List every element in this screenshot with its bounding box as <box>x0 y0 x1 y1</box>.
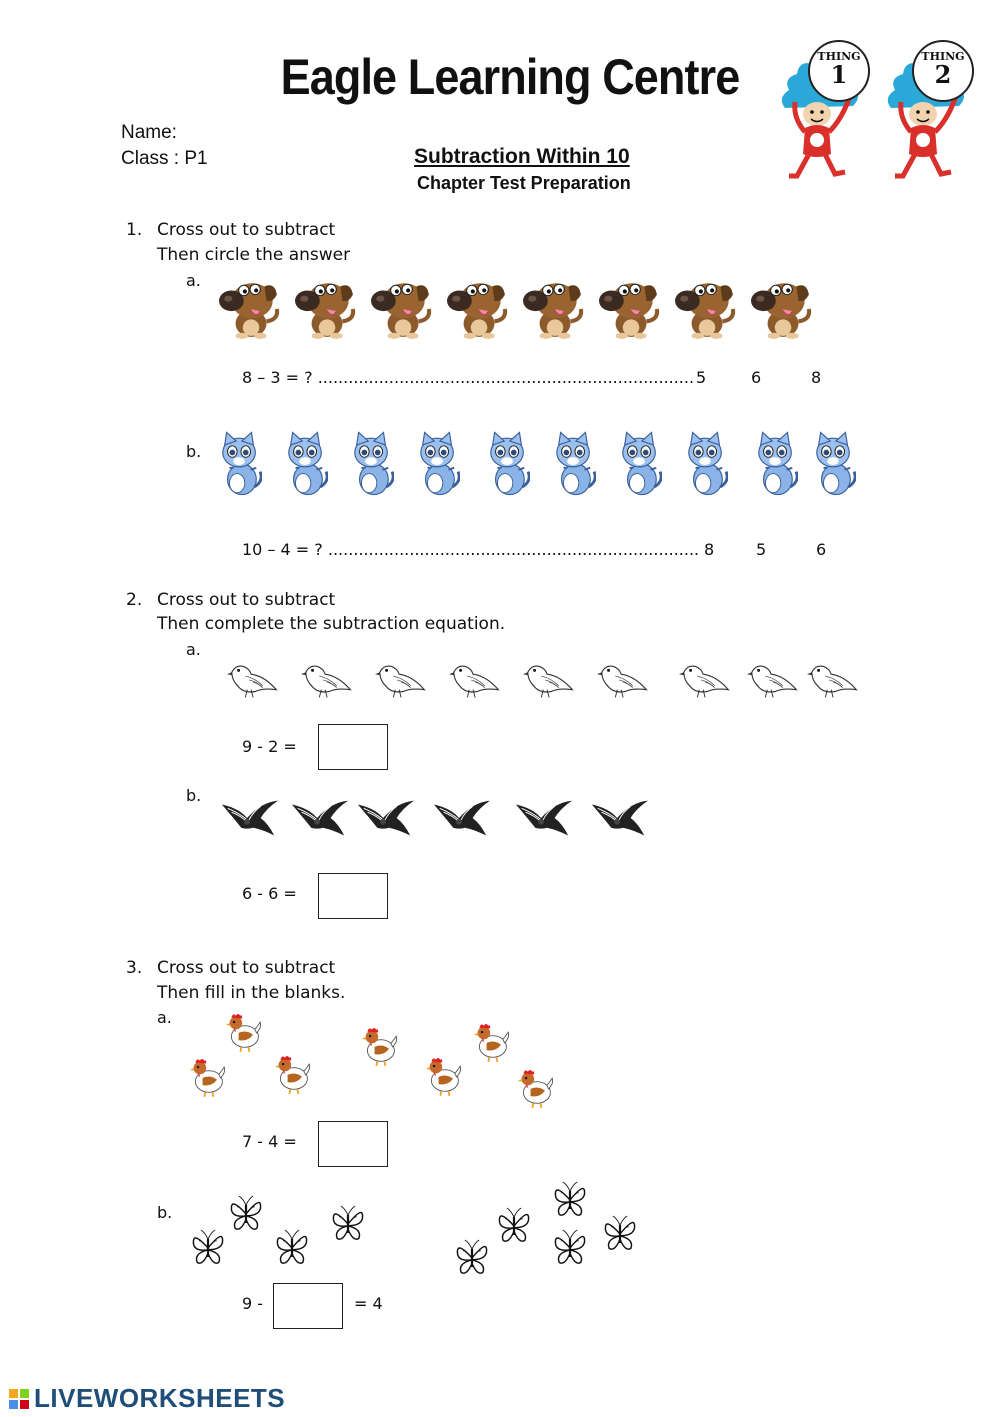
q1a-option-1[interactable]: 5 <box>696 368 707 387</box>
q3-instruction-1: Cross out to subtract <box>157 958 336 978</box>
q1a-option-2[interactable]: 6 <box>751 368 762 387</box>
butterfly-icon[interactable] <box>602 1214 638 1254</box>
liveworksheets-brand-text: LIVEWORKSHEETS <box>34 1383 286 1413</box>
q2-instruction-2: Then complete the subtraction equation. <box>157 614 506 634</box>
butterfly-icon[interactable] <box>454 1238 490 1278</box>
q2-number: 2. <box>126 590 143 610</box>
sparrow-icon[interactable] <box>448 660 506 700</box>
q2a-picture-row <box>226 660 864 700</box>
dog-icon[interactable] <box>522 276 586 340</box>
q2b-equation: 6 - 6 = <box>242 884 297 903</box>
butterfly-icon[interactable] <box>552 1180 588 1220</box>
dog-icon[interactable] <box>598 276 662 340</box>
cat-icon[interactable] <box>284 430 328 498</box>
q3a-answer-box[interactable] <box>318 1121 388 1167</box>
thing-one-badge-number: 1 <box>830 60 848 89</box>
q3-instruction-2: Then fill in the blanks. <box>157 983 346 1003</box>
butterfly-icon[interactable] <box>190 1228 226 1268</box>
hen-icon[interactable] <box>190 1055 226 1099</box>
q2b-picture-row <box>218 798 650 838</box>
q1b-picture-row <box>218 430 856 498</box>
worksheet-subtitle-secondary: Chapter Test Preparation <box>417 173 631 193</box>
swallow-icon[interactable] <box>218 798 280 838</box>
cat-icon[interactable] <box>218 430 262 498</box>
hen-icon[interactable] <box>226 1010 262 1054</box>
butterfly-icon[interactable] <box>274 1228 310 1268</box>
cat-icon[interactable] <box>754 430 798 498</box>
cat-icon[interactable] <box>618 430 662 498</box>
q3b-answer-box[interactable] <box>273 1283 343 1329</box>
cat-icon[interactable] <box>812 430 856 498</box>
butterfly-icon[interactable] <box>330 1204 366 1244</box>
sparrow-icon[interactable] <box>746 660 804 700</box>
thing-two-badge-label: THING <box>921 50 965 63</box>
q1b-equation: 10 – 4 = ? ......................................................................... <box>242 540 700 559</box>
q1a-label: a. <box>186 271 201 290</box>
thing-one-badge-label: THING <box>817 50 861 63</box>
thing-one-illustration <box>770 36 870 186</box>
thing-two-badge <box>912 40 974 102</box>
q1b-option-2[interactable]: 5 <box>756 540 767 559</box>
cat-icon[interactable] <box>350 430 394 498</box>
class-label: Class : P1 <box>121 148 208 169</box>
page-title: Eagle Learning Centre <box>280 49 740 105</box>
q2a-label: a. <box>186 640 201 659</box>
cat-icon[interactable] <box>486 430 530 498</box>
swallow-icon[interactable] <box>288 798 350 838</box>
liveworksheets-icon <box>8 1386 30 1408</box>
thing-one-badge <box>808 40 870 102</box>
hen-icon[interactable] <box>426 1054 462 1098</box>
q1-instruction-1: Cross out to subtract <box>157 220 336 240</box>
q1b-option-1[interactable]: 8 <box>704 540 715 559</box>
hen-icon[interactable] <box>362 1024 398 1068</box>
liveworksheets-logo[interactable] <box>8 1383 285 1414</box>
swallow-icon[interactable] <box>430 798 492 838</box>
sparrow-icon[interactable] <box>226 660 284 700</box>
butterfly-icon[interactable] <box>552 1228 588 1268</box>
dog-icon[interactable] <box>294 276 358 340</box>
hen-icon[interactable] <box>518 1066 554 1110</box>
q2-instruction-1: Cross out to subtract <box>157 590 336 610</box>
thing-two-badge-number: 2 <box>934 60 952 89</box>
q3a-label: a. <box>157 1008 172 1027</box>
q3b-equation-right: = 4 <box>354 1294 383 1313</box>
worksheet-subtitle: Subtraction Within 10 <box>414 145 630 168</box>
dog-icon[interactable] <box>446 276 510 340</box>
q1-instruction-2: Then circle the answer <box>157 245 351 265</box>
sparrow-icon[interactable] <box>806 660 864 700</box>
q1a-option-3[interactable]: 8 <box>811 368 822 387</box>
dog-icon[interactable] <box>218 276 282 340</box>
q2a-answer-box[interactable] <box>318 724 388 770</box>
dog-icon[interactable] <box>674 276 738 340</box>
sparrow-icon[interactable] <box>522 660 580 700</box>
q3b-label: b. <box>157 1203 173 1222</box>
butterfly-icon[interactable] <box>496 1206 532 1246</box>
sparrow-icon[interactable] <box>374 660 432 700</box>
cat-icon[interactable] <box>684 430 728 498</box>
hen-icon[interactable] <box>275 1052 311 1096</box>
q2b-label: b. <box>186 786 202 805</box>
dog-icon[interactable] <box>750 276 814 340</box>
sparrow-icon[interactable] <box>300 660 358 700</box>
q1b-option-3[interactable]: 6 <box>816 540 827 559</box>
q1-number: 1. <box>126 220 143 240</box>
thing-two-illustration <box>876 36 976 186</box>
sparrow-icon[interactable] <box>596 660 654 700</box>
q3b-equation-left: 9 - <box>242 1294 264 1313</box>
q3-number: 3. <box>126 958 143 978</box>
q3a-equation: 7 - 4 = <box>242 1132 297 1151</box>
sparrow-icon[interactable] <box>678 660 736 700</box>
cat-icon[interactable] <box>416 430 460 498</box>
swallow-icon[interactable] <box>354 798 416 838</box>
q1a-equation: 8 – 3 = ? .......................................................................... <box>242 368 695 387</box>
q1b-label: b. <box>186 442 202 461</box>
hen-icon[interactable] <box>474 1020 510 1064</box>
q2a-equation: 9 - 2 = <box>242 737 297 756</box>
cat-icon[interactable] <box>552 430 596 498</box>
swallow-icon[interactable] <box>512 798 574 838</box>
butterfly-icon[interactable] <box>228 1194 264 1234</box>
q2b-answer-box[interactable] <box>318 873 388 919</box>
name-label: Name: <box>121 122 177 143</box>
q1a-picture-row <box>218 276 814 340</box>
swallow-icon[interactable] <box>588 798 650 838</box>
dog-icon[interactable] <box>370 276 434 340</box>
